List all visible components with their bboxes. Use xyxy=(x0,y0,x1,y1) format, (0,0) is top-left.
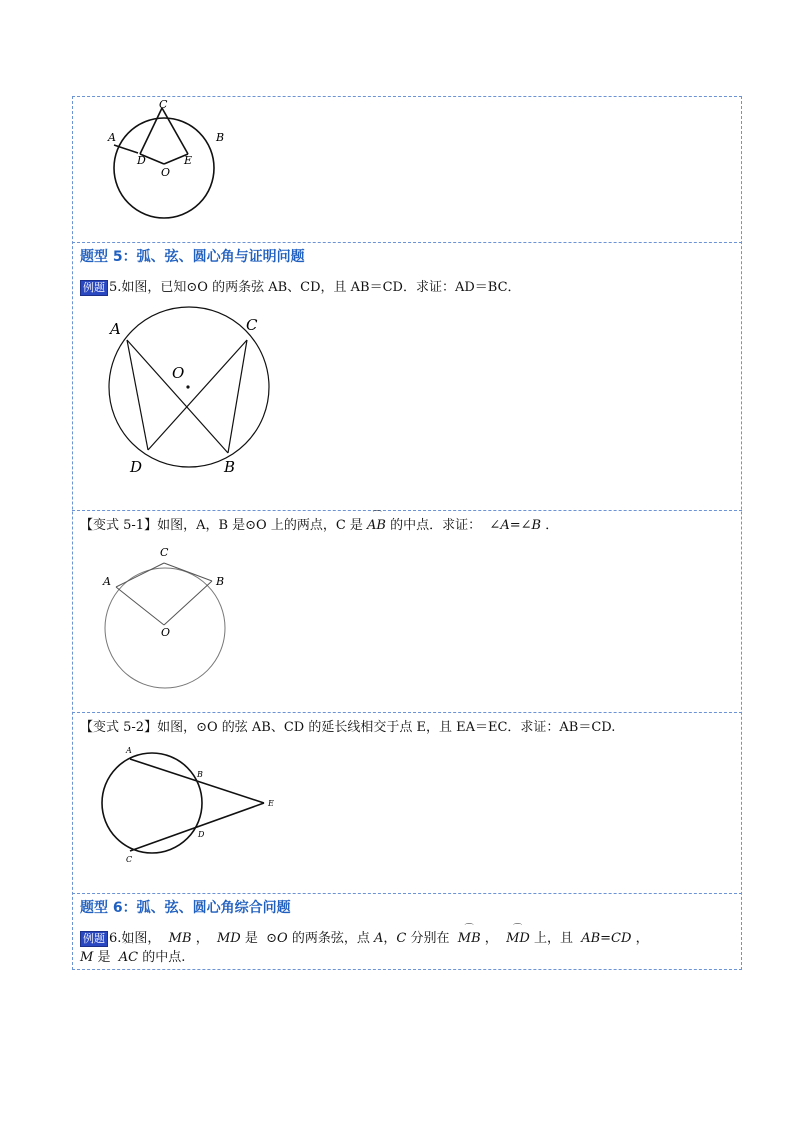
section-heading-5: 题型 5：弧、弦、圆心角与证明问题 xyxy=(80,249,305,265)
point-label: D xyxy=(198,830,205,839)
point-label: C xyxy=(126,855,133,864)
example-badge: 例题 xyxy=(80,931,108,947)
variant-5-1-middle: 的中点．求证： xyxy=(390,518,482,533)
text-run: 是 xyxy=(244,931,258,946)
text-run: ， xyxy=(383,931,397,946)
point-label: C xyxy=(159,98,168,111)
text-run: ， xyxy=(195,931,209,946)
point-label: B xyxy=(216,131,225,144)
point-label: E xyxy=(268,799,274,808)
point-label: D xyxy=(137,154,146,167)
variant-5-1-end: ． xyxy=(545,518,559,533)
text-run: 6.如图， xyxy=(109,931,161,946)
point-label: A xyxy=(108,131,116,144)
point-label: O xyxy=(161,166,171,179)
figure-arc-midpoint xyxy=(100,543,240,688)
text-run: 分别在 xyxy=(410,931,450,946)
divider xyxy=(72,242,742,243)
divider xyxy=(72,893,742,894)
angle-claim: ∠A=∠B xyxy=(489,518,542,533)
divider xyxy=(72,712,742,713)
point-label: A xyxy=(103,575,111,588)
figure-crossing-chords xyxy=(100,310,280,480)
text-run: ， xyxy=(484,931,498,946)
example-badge: 例题 xyxy=(80,280,108,296)
point-label: C xyxy=(160,546,169,559)
point-label: B xyxy=(224,458,236,476)
arc-ac: ⌒ AC xyxy=(119,950,138,965)
text-run: ， xyxy=(635,931,649,946)
text-run: 上，且 xyxy=(533,931,573,946)
example-5-text xyxy=(80,276,521,296)
section-heading-6: 题型 6：弧、弦、圆心角综合问题 xyxy=(80,900,291,916)
circle-o: ⊙O xyxy=(266,931,288,946)
variant-5-1-text xyxy=(80,514,558,533)
example-6-line-2 xyxy=(80,946,185,965)
variant-5-2-text: 【变式 5-2】如图，⊙O 的弦 AB、CD 的延长线相交于点 E，且 EA＝EC．求证：AB＝CD. xyxy=(80,720,616,735)
arc-md: ⌒ MD xyxy=(506,931,530,946)
point-label: O xyxy=(172,364,185,382)
example-5-statement: 5.如图，已知⊙O 的两条弦 AB、CD，且 AB＝CD．求证：AD＝BC． xyxy=(109,280,521,295)
variant-5-1-prefix: 【变式 5-1】如图，A，B 是⊙O 上的两点，C 是 xyxy=(80,518,363,533)
chord-md: MD xyxy=(216,931,241,946)
point-c: C xyxy=(396,931,407,946)
point-label: O xyxy=(161,626,171,639)
equation: AB=CD xyxy=(581,931,632,946)
point-label: A xyxy=(126,746,132,755)
point-label: E xyxy=(184,154,193,167)
figure-circle-chords-top xyxy=(100,98,230,220)
figure-secants xyxy=(100,743,280,868)
text-run: 是 xyxy=(97,950,111,965)
text-run: 的两条弦，点 xyxy=(291,931,370,946)
chord-mb: MB xyxy=(168,931,192,946)
arc-mb: ⌒ MB xyxy=(458,931,481,946)
point-label: B xyxy=(216,575,225,588)
point-m: M xyxy=(80,950,94,965)
text-run: 的中点. xyxy=(142,950,186,965)
point-label: A xyxy=(110,320,121,338)
point-label: B xyxy=(197,770,203,779)
divider xyxy=(72,510,742,511)
example-6-line-1 xyxy=(80,927,649,947)
arc-ab: ⌒ AB xyxy=(367,518,386,533)
point-label: D xyxy=(130,458,143,476)
point-label: C xyxy=(246,316,258,334)
point-a: A xyxy=(373,931,384,946)
